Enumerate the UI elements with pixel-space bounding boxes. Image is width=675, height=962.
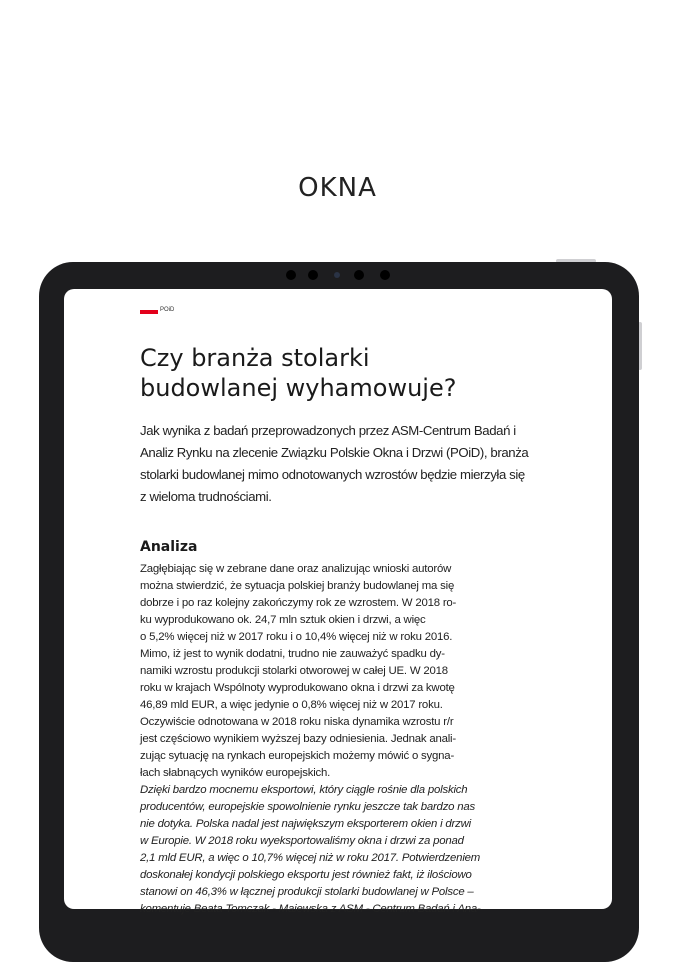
sensor-icon — [286, 270, 296, 280]
source-label: POiD — [160, 307, 175, 313]
camera-bar — [282, 268, 394, 282]
title-line: budowlanej wyhamowuje? — [140, 374, 457, 402]
quote-line: doskonałej kondycji polskiego eksportu jest również fakt, iż ilościowo — [140, 869, 472, 881]
section-heading: Analiza — [140, 539, 198, 555]
sensor-icon — [334, 272, 340, 278]
body-line: dobrze i po raz kolejny zakończymy rok ze wzrostem. W 2018 ro- — [140, 597, 457, 609]
lead-line: Jak wynika z badań przeprowadzonych przez ASM-Centrum Badań i — [140, 423, 516, 438]
tablet-screen[interactable] — [64, 289, 612, 915]
body-line: Mimo, iż jest to wynik dodatni, trudno nie zauważyć spadku dy- — [140, 648, 445, 660]
camera-icon — [354, 270, 364, 280]
quote-line: Dzięki bardzo mocnemu eksportowi, który ciągle rośnie dla polskich — [140, 784, 468, 796]
body-line: o 5,2% więcej niż w 2017 roku i o 10,4% więcej niż w roku 2016. — [140, 631, 453, 643]
sensor-icon — [380, 270, 390, 280]
lead-line: stolarki budowlanej mimo odnotowanych wzrostów będzie mierzyła się — [140, 467, 525, 482]
body-line: roku w krajach Wspólnoty wyprodukowano okna i drzwi za kwotę — [140, 682, 455, 694]
body-line: jest częściowo wynikiem wyższej bazy odniesienia. Jednak anali- — [140, 733, 456, 745]
lead-line: z wieloma trudnościami. — [140, 489, 272, 504]
body-line: łach słabnących wyników europejskich. — [140, 767, 331, 779]
title-line: Czy branża stolarki — [140, 344, 370, 372]
page-heading: OKNA — [298, 173, 377, 203]
quote-line: 2,1 mld EUR, a więc o 10,7% więcej niż w roku 2017. Potwierdzeniem — [140, 852, 481, 864]
quote-line: producentów, europejskie spowolnienie rynku jeszcze tak bardzo nas — [140, 801, 476, 813]
article-lead — [140, 420, 534, 508]
body-line: ku wyprodukowano ok. 24,7 mln sztuk okien i drzwi, a więc — [140, 614, 426, 626]
quote-line: komentuje Beata Tomczak - Maiewska z ASM - Centrum Badań i Ana- — [140, 903, 481, 915]
body-line: można stwierdzić, że sytuacja polskiej branży budowlanej ma się — [140, 580, 455, 592]
body-line: zując sytuację na rynkach europejskich możemy mówić o sygna- — [140, 750, 455, 762]
body-line: Zagłębiając się w zebrane dane oraz analizując wnioski autorów — [140, 563, 452, 575]
body-line: Oczywiście odnotowana w 2018 roku niska dynamika wzrostu r/r — [140, 716, 454, 728]
body-line: namiki wzrostu produkcji stolarki otworowej w całej UE. W 2018 — [140, 665, 448, 677]
quote-line: w Europie. W 2018 roku wyeksportowaliśmy okna i drzwi za ponad — [140, 835, 464, 847]
article-title — [140, 343, 560, 403]
lead-line: Analiz Rynku na zlecenie Związku Polskie Okna i Drzwi (POiD), branża — [140, 445, 529, 460]
camera-icon — [308, 270, 318, 280]
accent-bar — [140, 310, 158, 314]
quote-line: stanowi on 46,3% w łącznej produkcji stolarki budowlanej w Polsce – — [140, 886, 474, 898]
article-body — [140, 561, 530, 918]
quote-line: nie dotyka. Polska nadal jest największym eksporterem okien i drzwi — [140, 818, 472, 830]
body-line: 46,89 mld EUR, a więc jedynie o 0,8% więcej niż w 2017 roku. — [140, 699, 443, 711]
